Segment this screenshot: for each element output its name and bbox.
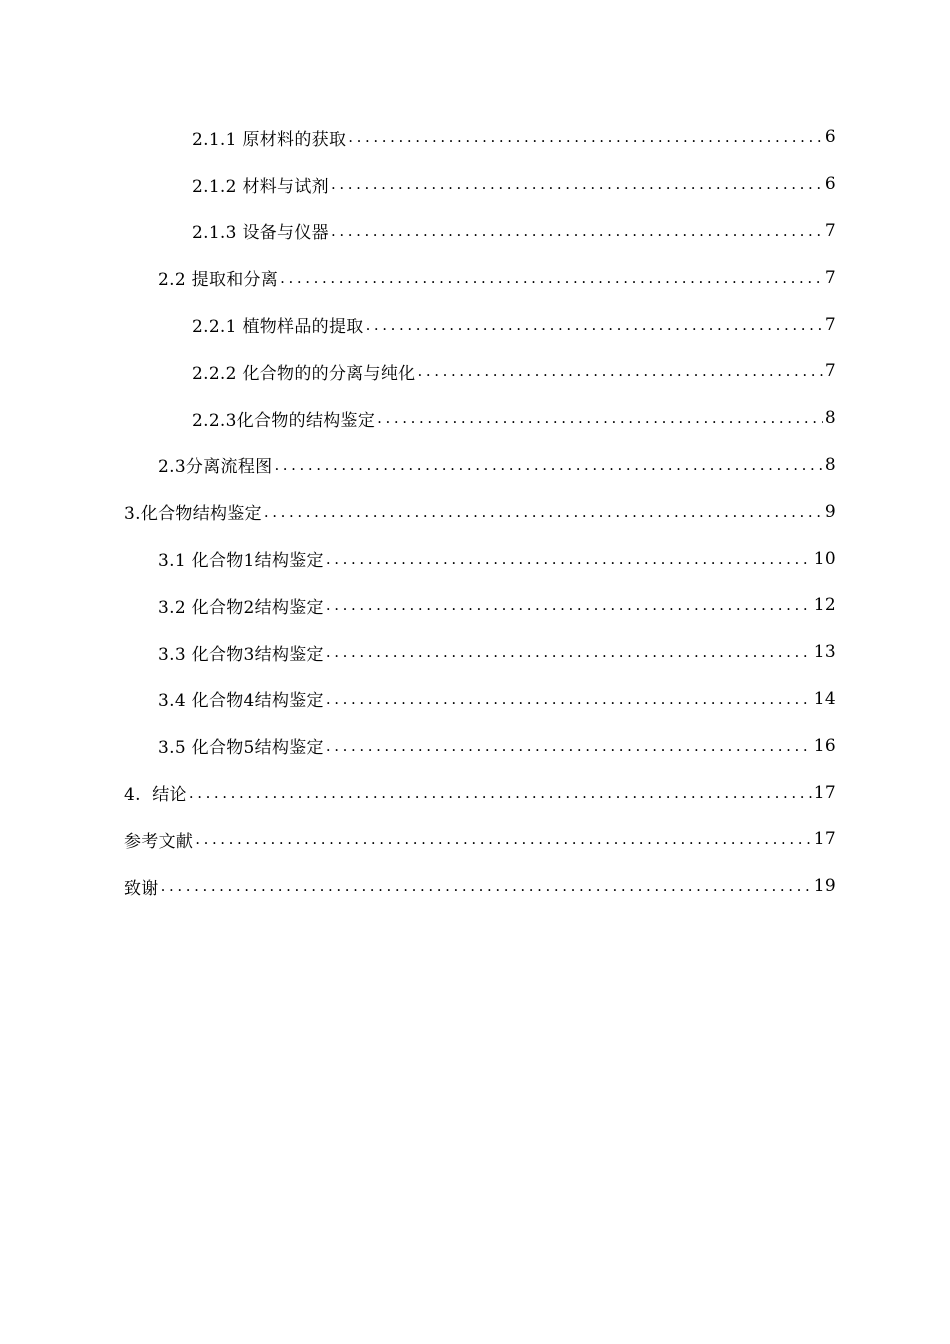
toc-entry-label: 2.1.2 材料与试剂	[192, 176, 329, 197]
toc-entry-label: 3.化合物结构鉴定	[124, 504, 262, 525]
toc-dot-leader	[264, 501, 823, 523]
toc-entry-page: 8	[824, 454, 836, 475]
toc-entry-label: 2.1.1 原材料的获取	[192, 129, 347, 150]
toc-dot-leader	[161, 875, 812, 897]
toc-entry-page: 7	[824, 267, 836, 288]
toc-dot-leader	[326, 594, 812, 616]
toc-entry-label: 致谢	[124, 878, 159, 899]
toc-entry-page: 9	[824, 501, 836, 522]
toc-entry-label: 4. 结论	[124, 785, 187, 806]
toc-entry-label: 2.2 提取和分离	[158, 270, 279, 291]
toc-entry[interactable]	[0, 863, 950, 910]
toc-entry-label: 3.3 化合物3结构鉴定	[158, 644, 324, 665]
toc-entry[interactable]	[0, 722, 950, 769]
toc-entry-label: 3.2 化合物2结构鉴定	[158, 597, 324, 618]
toc-entry[interactable]	[0, 442, 950, 489]
toc-entry-label: 2.1.3 设备与仪器	[192, 223, 329, 244]
toc-entry[interactable]	[0, 676, 950, 723]
toc-entry-label: 2.2.1 植物样品的提取	[192, 317, 364, 338]
toc-entry-page: 6	[824, 174, 836, 195]
toc-entry-page: 19	[813, 876, 836, 897]
toc-entry[interactable]	[0, 348, 950, 395]
toc-entry[interactable]	[0, 535, 950, 582]
toc-entry[interactable]	[0, 254, 950, 301]
toc-dot-leader	[189, 782, 812, 804]
toc-entry-page: 16	[813, 735, 836, 756]
toc-entry[interactable]	[0, 208, 950, 255]
toc-entry-page: 7	[824, 361, 836, 382]
toc-dot-leader	[274, 454, 822, 476]
toc-entry-label: 3.5 化合物5结构鉴定	[158, 738, 324, 759]
toc-dot-leader	[417, 360, 822, 382]
toc-dot-leader	[280, 267, 823, 289]
toc-entry-page: 14	[813, 688, 836, 709]
toc-dot-leader	[348, 126, 823, 148]
toc-dot-leader	[326, 548, 812, 570]
toc-entry-page: 12	[813, 595, 836, 616]
toc-entry[interactable]	[0, 488, 950, 535]
toc-entry-label: 2.3分离流程图	[158, 457, 273, 478]
toc-entry[interactable]	[0, 301, 950, 348]
toc-entry-label: 3.1 化合物1结构鉴定	[158, 551, 324, 572]
toc-entry-page: 8	[824, 408, 836, 429]
toc-entry-label: 2.2.2 化合物的的分离与纯化	[192, 363, 416, 384]
toc-entry-page: 10	[813, 548, 836, 569]
toc-dot-leader	[326, 735, 812, 757]
toc-dot-leader	[366, 314, 823, 336]
toc-entry[interactable]	[0, 629, 950, 676]
toc-entry-page: 17	[813, 782, 836, 803]
toc-dot-leader	[326, 688, 812, 710]
toc-dot-leader	[331, 220, 823, 242]
toc-entry-label: 2.2.3化合物的结构鉴定	[192, 410, 376, 431]
toc-entry-page: 17	[813, 829, 836, 850]
toc-entry[interactable]	[0, 582, 950, 629]
toc-entry[interactable]	[0, 816, 950, 863]
toc-entry[interactable]	[0, 114, 950, 161]
toc-dot-leader	[331, 173, 823, 195]
toc-entry-page: 7	[824, 220, 836, 241]
toc-dot-leader	[377, 407, 823, 429]
toc-entry-label: 3.4 化合物4结构鉴定	[158, 691, 324, 712]
toc-dot-leader	[195, 828, 812, 850]
toc-entry-page: 7	[824, 314, 836, 335]
toc-entry[interactable]	[0, 161, 950, 208]
toc-entry-label: 参考文献	[124, 831, 194, 852]
toc-entry[interactable]	[0, 395, 950, 442]
toc-dot-leader	[326, 641, 812, 663]
toc-entry[interactable]	[0, 769, 950, 816]
toc-entry-page: 6	[824, 127, 836, 148]
toc-entry-page: 13	[813, 642, 836, 663]
table-of-contents	[0, 114, 950, 910]
